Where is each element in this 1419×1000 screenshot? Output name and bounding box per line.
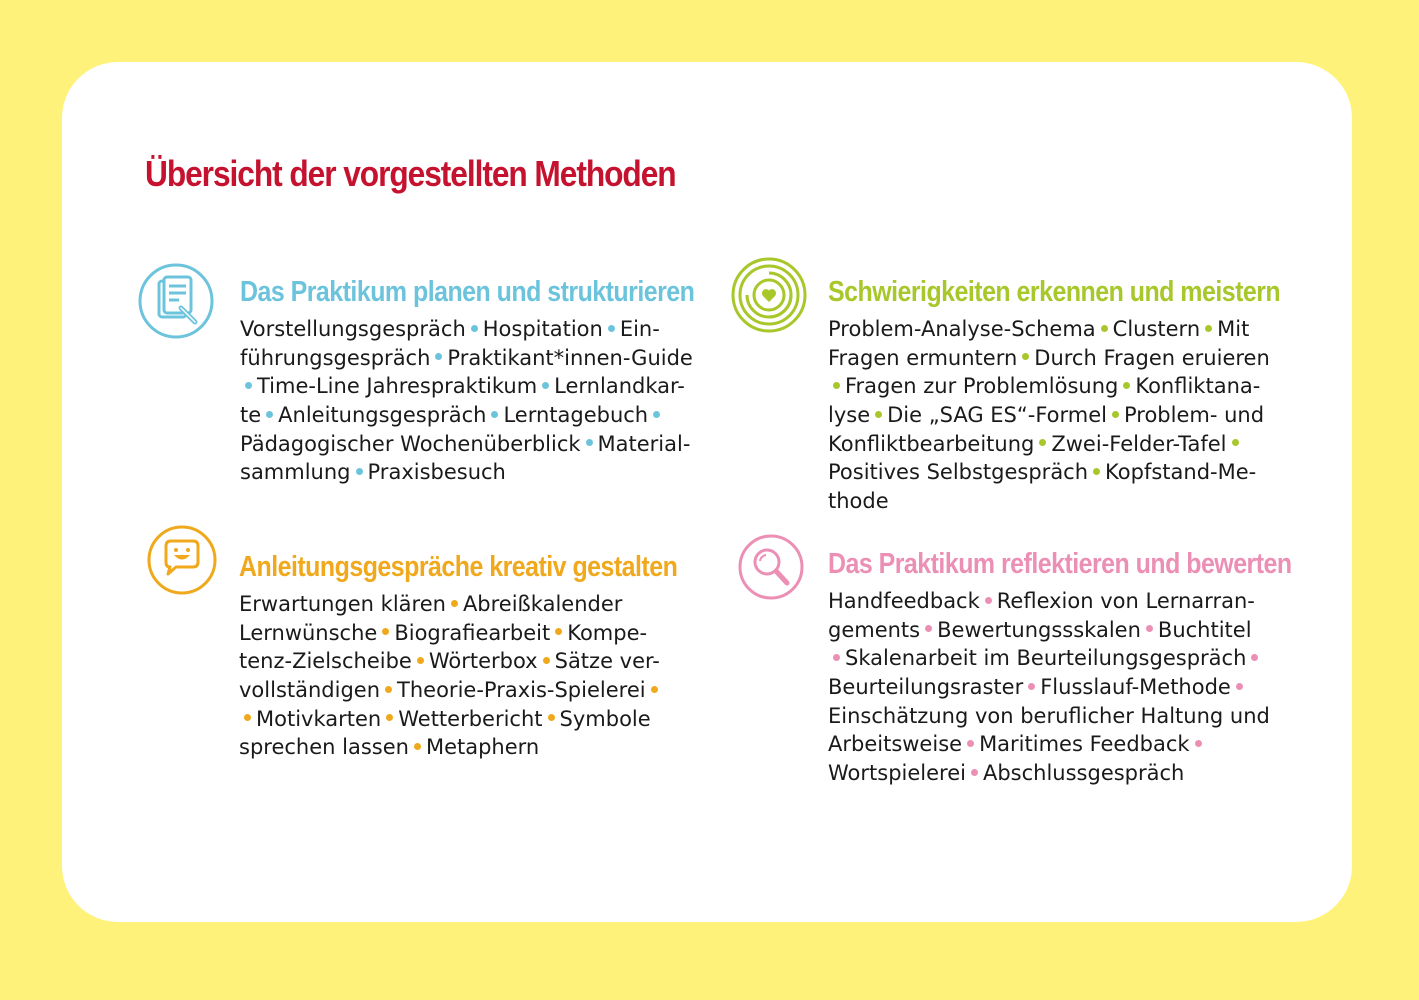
method-item: Biografiearbeit xyxy=(394,620,551,645)
method-item: Erwartungen klären xyxy=(239,592,446,616)
method-item: Praktikant*innen-Guide xyxy=(447,345,693,370)
method-item: Maritimes Feedback xyxy=(979,732,1190,757)
page-title: Übersicht der vorgestellten Methoden xyxy=(145,153,676,194)
method-item: Abschlussgespräch xyxy=(982,761,1185,786)
method-item: Symbole xyxy=(559,706,651,731)
bullet-dot-icon xyxy=(875,411,882,418)
method-item: Konfliktbearbeitung xyxy=(828,431,1035,456)
method-line xyxy=(828,673,1270,702)
method-line xyxy=(828,759,1270,788)
section-title: Das Praktikum planen und strukturieren xyxy=(240,276,695,308)
method-line xyxy=(828,430,1270,459)
bullet-dot-icon xyxy=(833,654,840,661)
method-item: Anleitungsgespräch xyxy=(278,403,487,428)
method-item: lyse xyxy=(828,403,871,428)
smiley-speech-bubble-icon xyxy=(146,524,218,596)
method-line xyxy=(828,730,1270,759)
method-item: Einschätzung von beruflicher Haltung und xyxy=(828,703,1270,728)
bullet-dot-icon xyxy=(1205,325,1212,332)
bullet-dot-icon xyxy=(435,353,442,360)
bullet-dot-icon xyxy=(1236,683,1243,690)
method-list xyxy=(828,587,1270,788)
bullet-dot-icon xyxy=(417,657,424,664)
method-item: Skalenarbeit im Beurteilungsgespräch xyxy=(845,646,1247,671)
bullet-dot-icon xyxy=(1112,411,1119,418)
bullet-dot-icon xyxy=(382,628,389,635)
bullet-dot-icon xyxy=(608,325,615,332)
bullet-dot-icon xyxy=(1039,439,1046,446)
method-item: Vorstellungsgespräch xyxy=(240,317,466,341)
method-item: Durch Fragen eruieren xyxy=(1034,345,1270,370)
method-item: Clustern xyxy=(1112,317,1201,341)
method-item: Praxisbesuch xyxy=(367,460,506,485)
method-item: Wetterbericht xyxy=(398,706,543,731)
bullet-dot-icon xyxy=(244,714,251,721)
method-item: Beurteilungsraster xyxy=(828,675,1024,700)
method-line xyxy=(240,315,693,344)
method-item: Positives Selbstgespräch xyxy=(828,460,1089,485)
bullet-dot-icon xyxy=(471,325,478,332)
method-item: Handfeedback xyxy=(828,589,980,613)
method-item: Bewertungssskalen xyxy=(937,617,1141,642)
method-item: te xyxy=(240,403,262,428)
method-item: Material- xyxy=(597,431,691,456)
method-item: Motivkarten xyxy=(256,706,382,731)
method-item: Reflexion von Lernarran- xyxy=(996,589,1255,613)
method-item: Lernlandkar- xyxy=(554,374,685,399)
bullet-dot-icon xyxy=(386,714,393,721)
bullet-dot-icon xyxy=(245,382,252,389)
bullet-dot-icon xyxy=(1028,683,1035,690)
method-item: sammlung xyxy=(240,460,351,485)
document-list-pen-icon xyxy=(137,262,215,340)
section-title: Anleitungsgespräche kreativ gestalten xyxy=(239,551,678,583)
method-item: tenz-Zielscheibe xyxy=(239,649,412,674)
method-list xyxy=(828,315,1270,516)
bullet-dot-icon xyxy=(1022,353,1029,360)
method-item: Mit xyxy=(1217,317,1250,341)
bullet-dot-icon xyxy=(542,382,549,389)
method-line xyxy=(828,702,1270,731)
method-line xyxy=(828,644,1270,673)
bullet-dot-icon xyxy=(1146,625,1153,632)
method-item: Buchtitel xyxy=(1157,617,1252,642)
method-item: Wörterbox xyxy=(428,649,538,674)
method-item: Lernwünsche xyxy=(239,620,378,645)
method-line xyxy=(828,315,1270,344)
method-item: Arbeitsweise xyxy=(828,732,963,757)
bullet-dot-icon xyxy=(1101,325,1108,332)
method-item: Zwei-Felder-Tafel xyxy=(1051,431,1227,456)
method-item: führungsgespräch xyxy=(240,345,431,370)
method-line xyxy=(240,344,693,373)
method-item: thode xyxy=(828,489,889,514)
method-line xyxy=(240,458,693,487)
bullet-dot-icon xyxy=(356,468,363,475)
method-item: Problem-Analyse-Schema xyxy=(828,317,1096,341)
method-line xyxy=(239,676,663,705)
method-line xyxy=(239,619,663,648)
bullet-dot-icon xyxy=(451,600,458,607)
method-line xyxy=(828,616,1270,645)
method-line xyxy=(239,733,663,762)
method-item: Lerntagebuch xyxy=(503,403,649,428)
method-item: Time-Line Jahrespraktikum xyxy=(257,374,538,399)
bullet-dot-icon xyxy=(985,597,992,604)
bullet-dot-icon xyxy=(833,382,840,389)
bullet-dot-icon xyxy=(548,714,555,721)
heart-maze-icon xyxy=(730,256,808,334)
bullet-dot-icon xyxy=(555,628,562,635)
bullet-dot-icon xyxy=(967,740,974,747)
method-line xyxy=(240,372,693,401)
bullet-dot-icon xyxy=(1093,468,1100,475)
method-item: Pädagogischer Wochenüberblick xyxy=(240,431,581,456)
bullet-dot-icon xyxy=(971,769,978,776)
section-title: Schwierigkeiten erkennen und meistern xyxy=(828,276,1281,308)
method-item: Kopfstand-Me- xyxy=(1105,460,1257,485)
magnifier-icon xyxy=(737,533,805,601)
method-item: Konfliktana- xyxy=(1135,374,1261,399)
method-list xyxy=(239,590,663,762)
bullet-dot-icon xyxy=(1232,439,1239,446)
method-line xyxy=(239,705,663,734)
method-item: Ein- xyxy=(619,317,660,341)
bullet-dot-icon xyxy=(586,439,593,446)
method-item: Fragen zur Problemlösung xyxy=(845,374,1119,399)
method-line xyxy=(240,430,693,459)
method-item: Flusslauf-Methode xyxy=(1040,675,1231,700)
method-item: Metaphern xyxy=(425,735,540,760)
bullet-dot-icon xyxy=(1123,382,1130,389)
bullet-dot-icon xyxy=(925,625,932,632)
bullet-dot-icon xyxy=(1195,740,1202,747)
bullet-dot-icon xyxy=(385,686,392,693)
method-line xyxy=(828,458,1270,487)
method-line xyxy=(828,372,1270,401)
bullet-dot-icon xyxy=(414,743,421,750)
method-line xyxy=(828,487,1270,516)
method-line xyxy=(239,647,663,676)
method-line xyxy=(828,401,1270,430)
bullet-dot-icon xyxy=(543,657,550,664)
method-item: Sätze ver- xyxy=(554,649,660,674)
method-item: Abreißkalender xyxy=(462,592,623,616)
method-item: Problem- und xyxy=(1123,403,1265,428)
method-item: Theorie-Praxis-Spielerei xyxy=(397,678,646,703)
bullet-dot-icon xyxy=(491,411,498,418)
bullet-dot-icon xyxy=(651,686,658,693)
method-item: Wortspielerei xyxy=(828,761,966,786)
method-line xyxy=(828,344,1270,373)
method-line xyxy=(239,590,663,619)
method-item: vollständigen xyxy=(239,678,381,703)
method-item: Die „SAG ES“-Formel xyxy=(887,403,1107,428)
bullet-dot-icon xyxy=(266,411,273,418)
bullet-dot-icon xyxy=(653,411,660,418)
section-title: Das Praktikum reflektieren und bewerten xyxy=(828,548,1292,580)
bullet-dot-icon xyxy=(1251,654,1258,661)
method-item: Hospitation xyxy=(482,317,603,341)
method-item: gements xyxy=(828,617,921,642)
method-list xyxy=(240,315,693,487)
method-item: Fragen ermuntern xyxy=(828,345,1018,370)
method-item: sprechen lassen xyxy=(239,735,409,760)
method-line xyxy=(240,401,693,430)
method-line xyxy=(828,587,1270,616)
method-item: Kompe- xyxy=(567,620,648,645)
